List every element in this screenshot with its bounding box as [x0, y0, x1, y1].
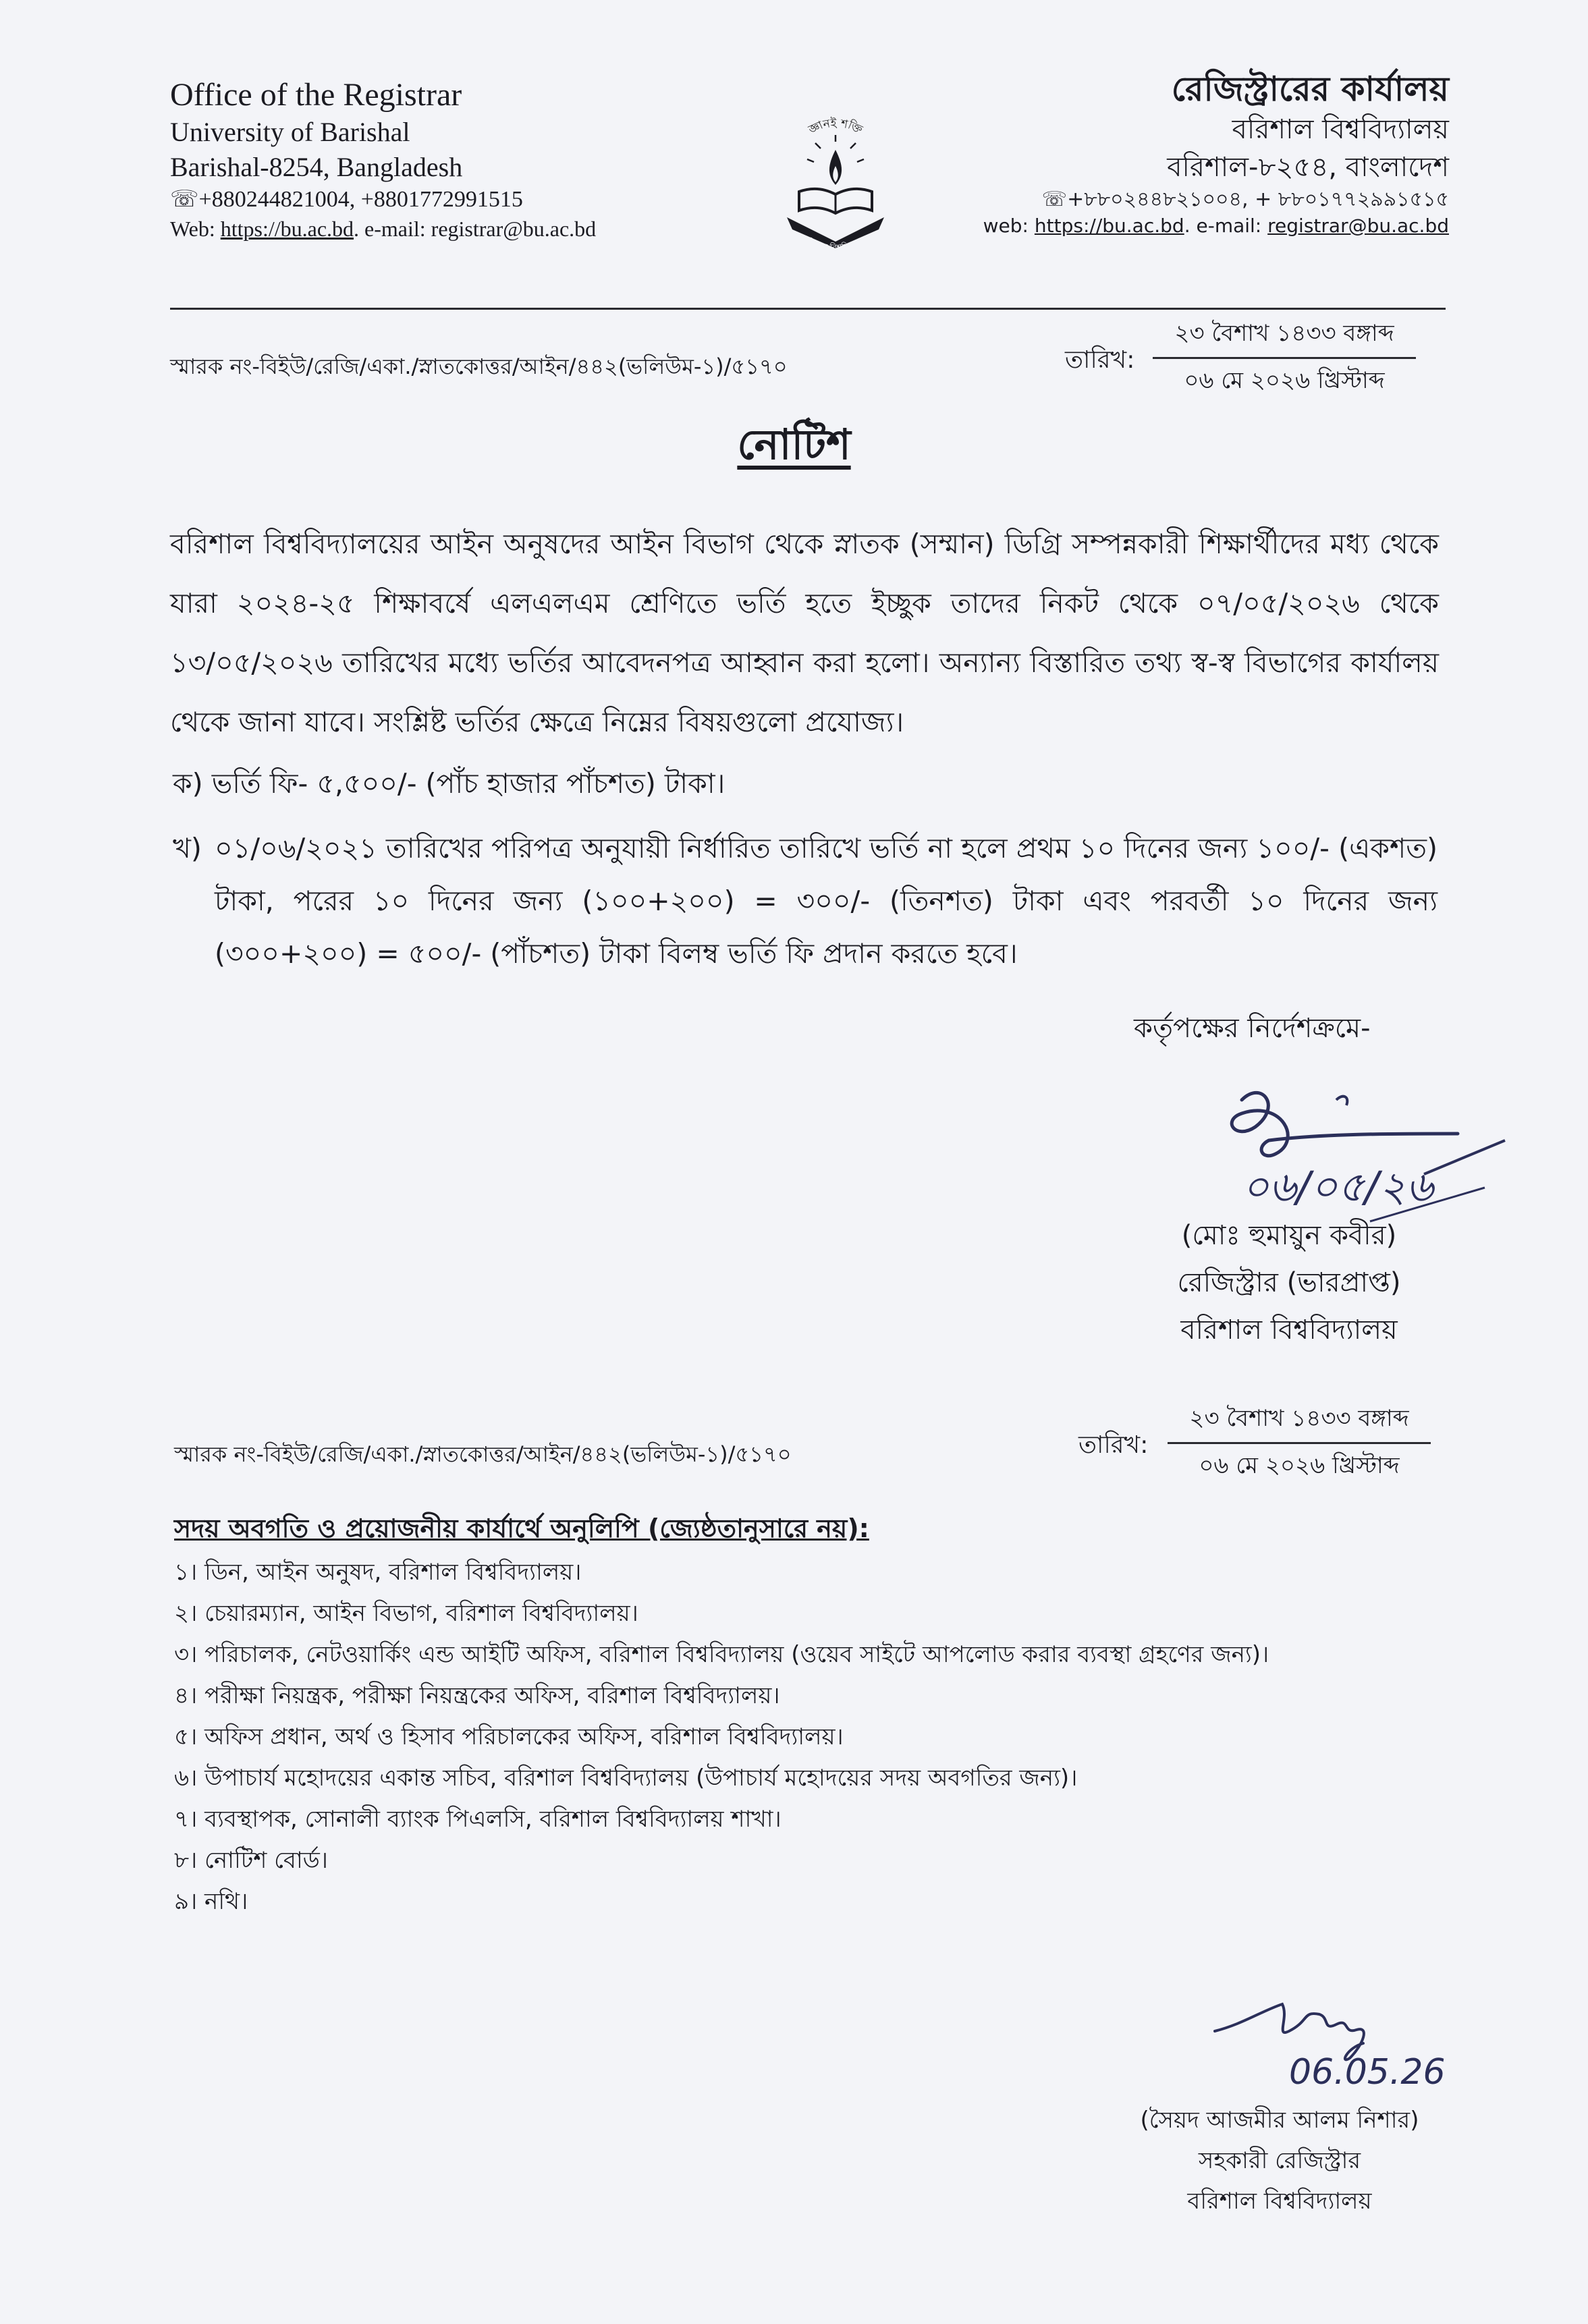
signature2-date: 06.05.26 — [1289, 2052, 1446, 2093]
cc-item: ৪। পরীক্ষা নিয়ন্ত্রক, পরীক্ষা নিয়ন্ত্রকের অফিস, বরিশাল বিশ্ববিদ্যালয়। — [174, 1682, 780, 1709]
item-marker: ক) — [173, 767, 203, 800]
signature-assistant-registrar — [1201, 1984, 1512, 2108]
date-gregorian: ০৬ মে ২০২৬ খ্রিস্টাব্দ — [1184, 367, 1385, 394]
university-logo — [764, 109, 907, 252]
date-block — [1153, 316, 1416, 402]
address-bn: বরিশাল-৮২৫৪, বাংলাদেশ — [1167, 152, 1449, 183]
university-name-en: University of Barishal — [170, 117, 410, 147]
cc-item: ১। ডিন, আইন অনুষদ, বরিশাল বিশ্ববিদ্যালয়। — [174, 1559, 582, 1586]
web-label-en: Web: — [170, 217, 221, 241]
email-link-bn[interactable]: registrar@bu.ac.bd — [1267, 215, 1449, 237]
date-label: তারিখ: — [1065, 346, 1135, 374]
email-label-bn: . e-mail: — [1184, 215, 1268, 237]
cc-item: ২। চেয়ারম্যান, আইন বিভাগ, বরিশাল বিশ্ববিদ্যালয়। — [174, 1600, 638, 1627]
authority-line: কর্তৃপক্ষের নির্দেশক্রমে- — [1134, 1013, 1371, 1044]
phone-en: ☏+880244821004, +8801772991515 — [170, 187, 523, 212]
signature-date: ০৬/০৫/২৬ — [1242, 1162, 1433, 1211]
notice-title-text: নোটিশ — [737, 420, 851, 469]
cc-item: ৫। অফিস প্রধান, অর্থ ও হিসাব পরিচালকের অফিস, বরিশাল বিশ্ববিদ্যালয়। — [174, 1723, 844, 1750]
cc-item: ৬। উপাচার্য মহোদয়ের একান্ত সচিব, বরিশাল বিশ্ববিদ্যালয় (উপাচার্য মহোদয়ের সদয় অবগতির জন্য)। — [174, 1765, 1078, 1792]
item-text: ভর্তি ফি- ৫,৫০০/- (পাঁচ হাজার পাঁচশত) টাকা। — [211, 767, 725, 800]
email-en: . e-mail: registrar@bu.ac.bd — [354, 217, 597, 241]
cc-heading: সদয় অবগতি ও প্রয়োজনীয় কার্যার্থে অনুলিপি (জ্যেষ্ঠতানুসারে নয়): — [174, 1514, 869, 1543]
list-item — [173, 757, 725, 810]
header-english — [170, 76, 596, 243]
svg-text:জ্ঞানই শক্তি — [806, 117, 865, 137]
signatory-name: (মোঃ হুমায়ুন কবীর) — [1181, 1220, 1397, 1251]
date-gregorian-copy: ০৬ মে ২০২৬ খ্রিস্টাব্দ — [1199, 1452, 1400, 1479]
item-text: ০১/০৬/২০২১ তারিখের পরিপত্র অনুযায়ী নির্ধারিত তারিখে ভর্তি না হলে প্রথম ১০ দিনের জন্য ১০০/- (একশত) টাকা, পরের ১০ দিনের জন্য (১০০+২০০) = ৩০০/- (তিনশত) টাকা এবং পরবর্তী ১০ দিনের জন্য (৩০০+২০০) = ৫০০/- (পাঁচশত) টাকা বিলম্ব ভর্তি ফি প্রদান করতে হবে। — [215, 832, 1438, 970]
memo-ref: স্মারক নং-বিইউ/রেজি/একা./স্নাতকোত্তর/আইন/৪৪২(ভলিউম-১)/৫১৭০ — [170, 354, 788, 379]
assistant-signatory-name: (সৈয়দ আজমীর আলম নিশার) — [1140, 2107, 1419, 2134]
assistant-signatory-block — [1111, 2100, 1448, 2221]
signatory-block — [1147, 1212, 1431, 1354]
cc-item: ৯। নথি। — [174, 1888, 248, 1915]
header-bangla — [983, 67, 1449, 239]
notice-body: বরিশাল বিশ্ববিদ্যালয়ের আইন অনুষদের আইন বিভাগ থেকে স্নাতক (সম্মান) ডিগ্রি সম্পন্নকারী শিক্ষার্থীদের মধ্য থেকে যারা ২০২৪-২৫ শিক্ষাবর্ষে এলএলএম শ্রেণিতে ভর্তি হতে ইচ্ছুক তাদের নিকট থেকে ০৭/০৫/২০২৬ থেকে ১৩/০৫/২০২৬ তারিখের মধ্যে ভর্তির আবেদনপত্র আহ্বান করা হলো। অন্যান্য বিস্তারিত তথ্য স্ব-স্ব বিভাগের কার্যালয় থেকে জানা যাবে। সংশ্লিষ্ট ভর্তির ক্ষেত্রে নিম্নের বিষয়গুলো প্রযোজ্য। — [170, 528, 1439, 738]
website-link-bn[interactable]: https://bu.ac.bd — [1034, 215, 1184, 237]
assistant-signatory-designation: সহকারী রেজিস্ট্রার — [1198, 2147, 1361, 2174]
date-bangla-calendar: ২৩ বৈশাখ ১৪৩৩ বঙ্গাব্দ — [1153, 316, 1416, 359]
office-title-bn: রেজিস্ট্রারের কার্যালয় — [1171, 70, 1449, 109]
date-block-copy — [1168, 1401, 1431, 1487]
cc-item: ৮। নোটিশ বোর্ড। — [174, 1847, 328, 1874]
address-en: Barishal-8254, Bangladesh — [170, 152, 463, 182]
item-marker: খ) — [173, 832, 202, 864]
header-divider — [170, 308, 1446, 310]
signatory-university: বরিশাল বিশ্ববিদ্যালয় — [1180, 1315, 1398, 1346]
notice-title — [0, 413, 1588, 482]
date-bangla-calendar-copy: ২৩ বৈশাখ ১৪৩৩ বঙ্গাব্দ — [1168, 1401, 1431, 1444]
office-title-en: Office of the Registrar — [170, 77, 462, 113]
web-email-bn — [983, 213, 1449, 239]
website-link-en[interactable]: https://bu.ac.bd — [220, 217, 354, 241]
assistant-signatory-university: বরিশাল বিশ্ববিদ্যালয় — [1187, 2188, 1372, 2215]
web-label-bn: web: — [983, 215, 1035, 237]
phone-bn: ☏+৮৮০২৪৪৮২১০০৪, + ৮৮০১৭৭২৯৯১৫১৫ — [1041, 188, 1449, 211]
cc-list — [174, 1552, 1443, 1922]
signatory-designation: রেজিস্ট্রার (ভারপ্রাপ্ত) — [1177, 1267, 1401, 1298]
logo-motto: জ্ঞানই শক্তি — [806, 116, 865, 137]
web-email-en — [170, 215, 596, 243]
cc-item: ৩। পরিচালক, নেটওয়ার্কিং এন্ড আইটি অফিস, বরিশাল বিশ্ববিদ্যালয় (ওয়েব সাইটে আপলোড করার ব্যবস্থা গ্রহণের জন্য)। — [174, 1641, 1269, 1668]
date-label-copy: তারিখ: — [1078, 1431, 1149, 1459]
university-name-bn: বরিশাল বিশ্ববিদ্যালয় — [1232, 114, 1449, 145]
cc-item: ৭। ব্যবস্থাপক, সোনালী ব্যাংক পিএলসি, বরিশাল বিশ্ববিদ্যালয় শাখা। — [174, 1806, 782, 1833]
logo-university-label: বরিশাল বিশ্ববিদ্যালয় — [800, 235, 871, 252]
memo-ref-copy: স্মারক নং-বিইউ/রেজি/একা./স্নাতকোত্তর/আইন/৪৪২(ভলিউম-১)/৫১৭০ — [174, 1441, 792, 1467]
